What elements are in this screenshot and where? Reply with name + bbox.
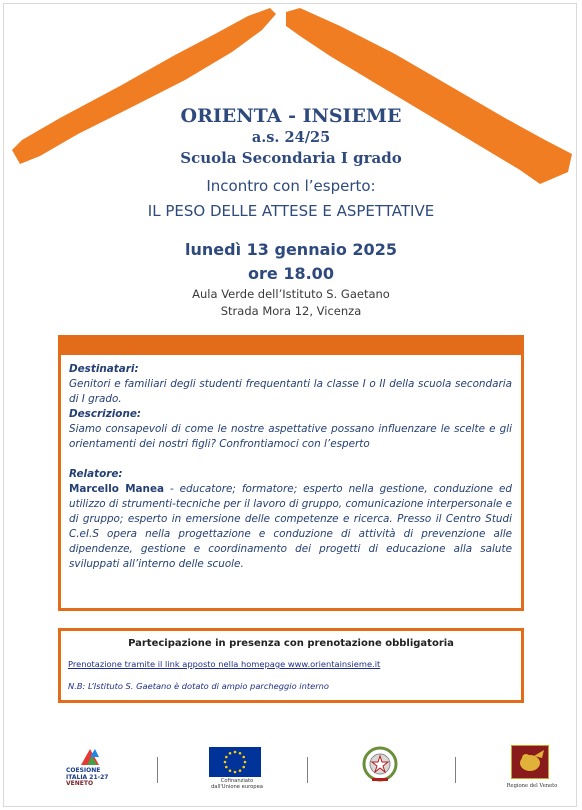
logo-divider: [157, 757, 158, 783]
event-date: lunedì 13 gennaio 2025: [185, 240, 397, 259]
participation-title: Partecipazione in presenza con prenotazione obbligatoria: [128, 638, 454, 649]
coesione-line3: VENETO: [66, 780, 94, 787]
booking-link[interactable]: Prenotazione tramite il link apposto nella homepage www.orientainsieme.it: [68, 659, 381, 669]
coesione-line2: ITALIA 21-27: [66, 773, 109, 781]
participation-box: [58, 628, 524, 703]
speaker-label: Relatore:: [69, 468, 123, 480]
speaker-text: [69, 482, 512, 572]
speaker-name: Marcello Manea: [69, 483, 165, 495]
recipients-label: Destinatari:: [69, 363, 139, 375]
details-body: [69, 362, 512, 572]
emblem-icon: [358, 744, 402, 784]
orange-roof-graphic: [0, 0, 582, 200]
school-year: a.s. 24/25: [251, 129, 331, 146]
logo-divider: [307, 757, 308, 783]
event-intro: Incontro con l’esperto:: [206, 177, 376, 195]
details-header-bar: [61, 338, 521, 355]
event-address: Strada Mora 12, Vicenza: [220, 304, 362, 318]
veneto-lion-icon: [511, 745, 549, 779]
eu-text: [205, 778, 269, 790]
eu-line2: dall'Unione europea: [211, 784, 263, 790]
speaker-bio: - educatore; formatore; esperto nella gestione, conduzione ed utilizzo di strumenti-tecniche per il lavoro di gruppo, comunicazione interpersonale e di gruppo; esperto in emersione delle competenze e ricerca. Presso il Centro Studi C.eI.S opera nella progettazione e conduzione di attività di prevenzione alle dipendenze, gestione e coordinamento dei progetti di educazione alla salute sviluppati all’interno delle scuole.: [69, 483, 512, 570]
event-topic: IL PESO DELLE ATTESE E ASPETTATIVE: [147, 202, 435, 220]
italian-republic-emblem: [358, 744, 402, 784]
coesione-line1: COESIONE: [66, 767, 101, 774]
details-box: [58, 335, 524, 611]
parking-note: N.B: L’Istituto S. Gaetano è dotato di ampio parcheggio interno: [68, 681, 329, 691]
eu-line1: Cofinanziato: [220, 778, 254, 784]
eu-logo: [205, 745, 265, 791]
recipients-text: Genitori e familiari degli studenti frequentanti la classe I o II della scuola secondaria di I grado.: [69, 378, 512, 405]
coesione-italia-logo: [66, 745, 112, 789]
logo-divider: [455, 757, 456, 783]
coesione-icon: [79, 745, 101, 767]
event-time: ore 18.00: [248, 264, 334, 283]
description-text: Siamo consapevoli di come le nostre aspettative possano influenzare le scelte e gli orientamenti dei nostri figli? Confrontiamoci con l’esperto: [69, 423, 512, 450]
event-venue: Aula Verde dell’Istituto S. Gaetano: [192, 287, 390, 301]
program-title: ORIENTA - INSIEME: [180, 105, 402, 127]
veneto-text: Regione del Veneto: [506, 783, 558, 789]
eu-flag-icon: [209, 747, 261, 777]
regione-veneto-logo: [508, 745, 556, 793]
description-label: Descrizione:: [69, 408, 142, 420]
school-level: Scuola Secondaria I grado: [180, 149, 402, 167]
coesione-text: [66, 768, 108, 788]
